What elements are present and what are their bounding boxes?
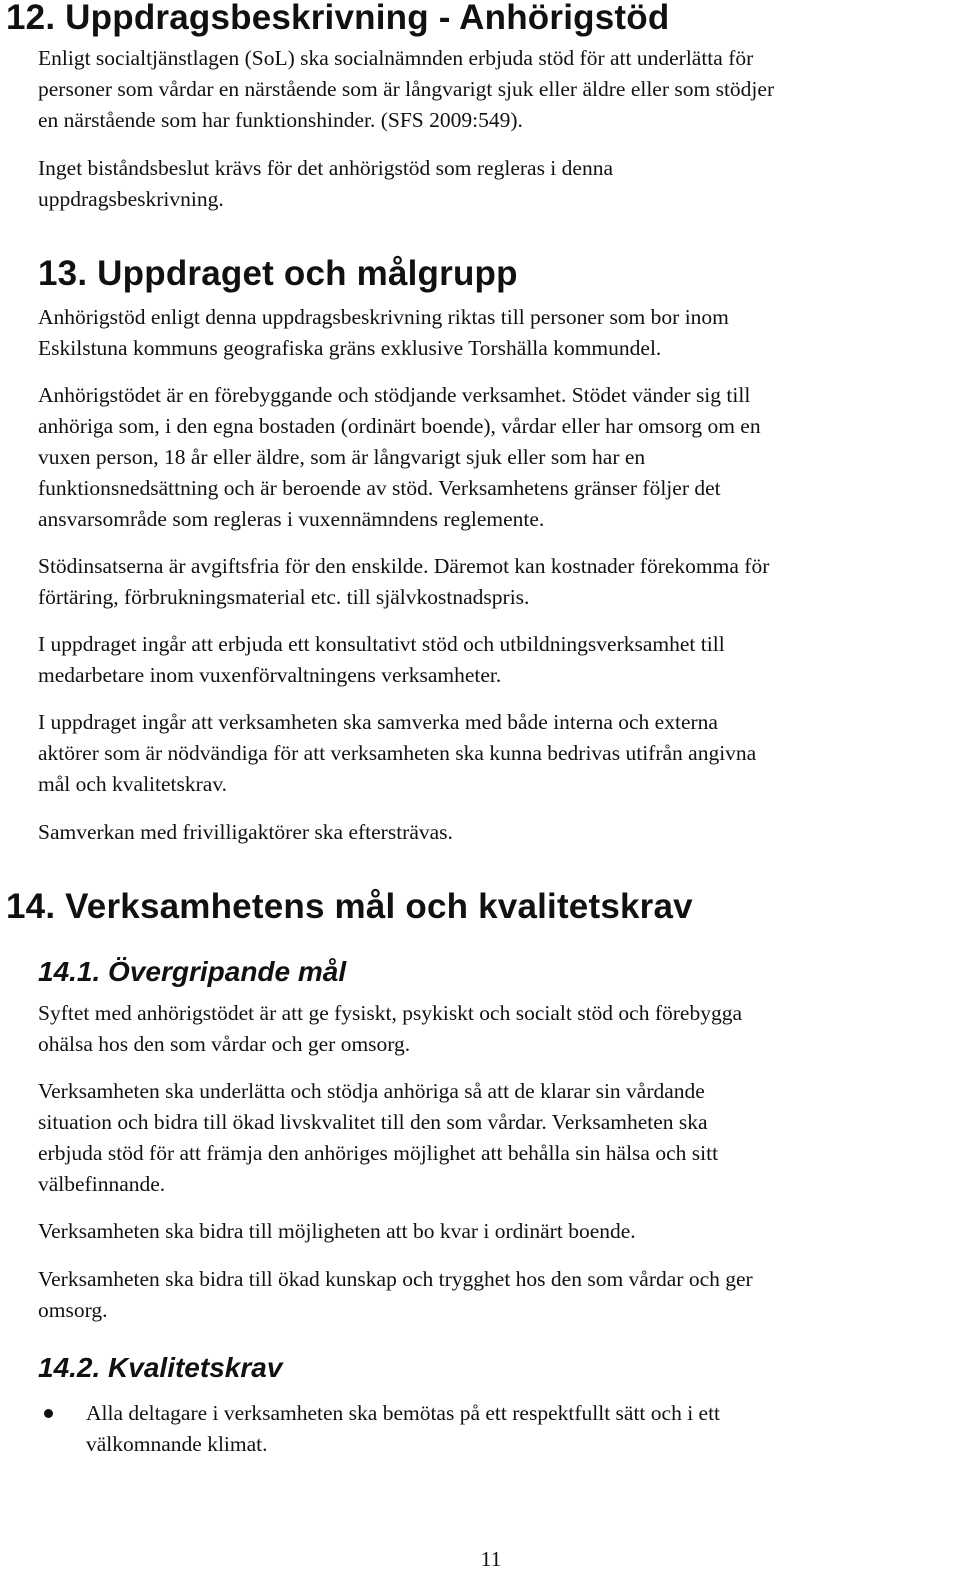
text-line: välbefinnande. — [38, 1172, 166, 1196]
text-line: mål och kvalitetskrav. — [38, 772, 228, 796]
section-14-1-paragraph-2 — [38, 1076, 948, 1200]
section-12-paragraph-2 — [38, 153, 948, 215]
text-line: anhöriga som, i den egna bostaden (ordinärt boende), vårdar eller har omsorg om en — [38, 414, 761, 438]
section-14-heading: 14. Verksamhetens mål och kvalitetskrav — [6, 887, 693, 926]
text-line: Enligt socialtjänstlagen (SoL) ska socialnämnden erbjuda stöd för att underlätta för — [38, 46, 754, 70]
text-line: en närstående som har funktionshinder. (SFS 2009:549). — [38, 108, 523, 132]
text-line: Anhörigstödet är en förebyggande och stödjande verksamhet. Stödet vänder sig till — [38, 383, 751, 407]
text-line: ohälsa hos den som vårdar och ger omsorg. — [38, 1032, 411, 1056]
section-14-1-paragraph-3 — [38, 1216, 948, 1247]
text-line: välkomnande klimat. — [86, 1432, 268, 1456]
text-line: erbjuda stöd för att främja den anhöriges möjlighet att behålla sin hälsa och sitt — [38, 1141, 719, 1165]
text-line: Verksamheten ska bidra till möjligheten att bo kvar i ordinärt boende. — [38, 1219, 636, 1243]
section-13-heading: 13. Uppdraget och målgrupp — [38, 254, 518, 293]
text-line: Inget biståndsbeslut krävs för det anhörigstöd som regleras i denna — [38, 156, 613, 180]
text-line: Eskilstuna kommuns geografiska gräns exklusive Torshälla kommundel. — [38, 336, 662, 360]
text-line: medarbetare inom vuxenförvaltningens verksamheter. — [38, 663, 502, 687]
section-12-paragraph-1 — [38, 43, 948, 136]
text-line: I uppdraget ingår att erbjuda ett konsultativt stöd och utbildningsverksamhet till — [38, 632, 725, 656]
section-14-1-paragraph-4 — [38, 1264, 948, 1326]
text-line: Verksamheten ska bidra till ökad kunskap och trygghet hos den som vårdar och ger — [38, 1267, 753, 1291]
section-14-1-paragraph-1 — [38, 998, 948, 1060]
text-line: Syftet med anhörigstödet är att ge fysiskt, psykiskt och socialt stöd och förebygga — [38, 1001, 742, 1025]
page-number: 11 — [480, 1547, 502, 1571]
bullet-text — [86, 1398, 946, 1460]
section-13-paragraph-1 — [38, 302, 948, 364]
text-line: förtäring, förbrukningsmaterial etc. till självkostnadspris. — [38, 585, 530, 609]
text-line: Verksamheten ska underlätta och stödja anhöriga så att de klarar sin vårdande — [38, 1079, 705, 1103]
section-13-paragraph-3 — [38, 551, 948, 613]
text-line: Stödinsatserna är avgiftsfria för den enskilde. Däremot kan kostnader förekomma för — [38, 554, 770, 578]
section-12-heading: 12. Uppdragsbeskrivning - Anhörigstöd — [6, 0, 670, 37]
section-13-paragraph-2 — [38, 380, 948, 535]
section-14-1-heading: 14.1. Övergripande mål — [38, 956, 347, 987]
text-line: omsorg. — [38, 1298, 108, 1322]
bullet-icon — [44, 1409, 53, 1418]
text-line: aktörer som är nödvändiga för att verksamheten ska kunna bedrivas utifrån angivna — [38, 741, 757, 765]
section-14-2-heading: 14.2. Kvalitetskrav — [38, 1352, 283, 1383]
text-line: uppdragsbeskrivning. — [38, 187, 224, 211]
text-line: funktionsnedsättning och är beroende av stöd. Verksamhetens gränser följer det — [38, 476, 721, 500]
text-line: situation och bidra till ökad livskvalitet till den som vårdar. Verksamheten ska — [38, 1110, 708, 1134]
section-13-paragraph-6 — [38, 817, 948, 848]
text-line: ansvarsområde som regleras i vuxennämndens reglemente. — [38, 507, 545, 531]
section-13-paragraph-4 — [38, 629, 948, 691]
text-line: Samverkan med frivilligaktörer ska eftersträvas. — [38, 820, 453, 844]
text-line: I uppdraget ingår att verksamheten ska samverka med både interna och externa — [38, 710, 718, 734]
text-line: Anhörigstöd enligt denna uppdragsbeskrivning riktas till personer som bor inom — [38, 305, 729, 329]
text-line: vuxen person, 18 år eller äldre, som är långvarigt sjuk eller som har en — [38, 445, 646, 469]
section-13-paragraph-5 — [38, 707, 948, 800]
text-line: Alla deltagare i verksamheten ska bemötas på ett respektfullt sätt och i ett — [86, 1401, 721, 1425]
text-line: personer som vårdar en närstående som är långvarigt sjuk eller äldre eller som stödjer — [38, 77, 775, 101]
